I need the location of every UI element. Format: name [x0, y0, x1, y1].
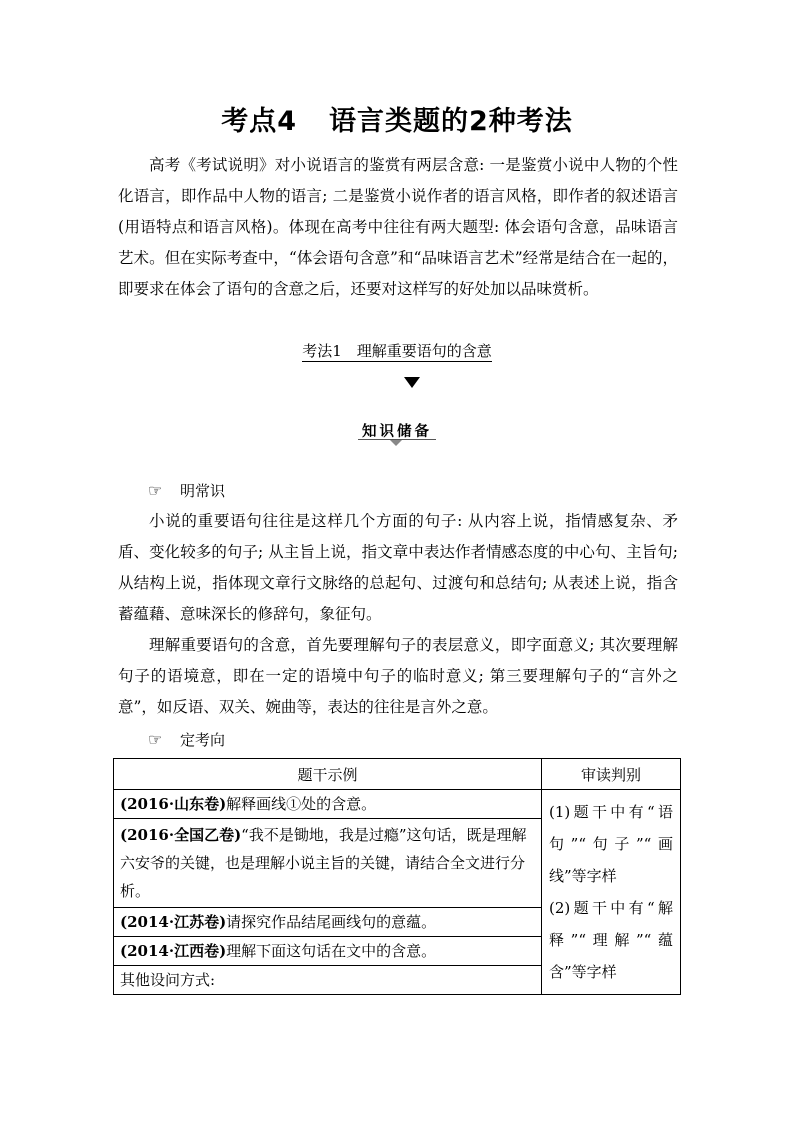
pointing-hand-icon: ☞ — [148, 730, 163, 749]
table-cell-question — [114, 819, 542, 908]
pointing-hand-icon: ☞ — [148, 481, 163, 500]
method-1-heading — [0, 340, 794, 361]
table-cell-question — [114, 937, 542, 966]
table-header-row — [114, 759, 681, 790]
question-text: “我不是锄地，我是过瘾”这句话，既是理解六安爷的关键，也是理解小说主旨的关键，请结合全文进行分析。 — [120, 826, 527, 900]
common-sense-label-row — [148, 480, 225, 501]
heading-notch-icon — [390, 440, 402, 446]
title-part-1: 考点4 — [221, 106, 297, 137]
question-source: (2014·江西卷) — [120, 942, 227, 960]
title-part-2: 语言类题的2种考法 — [329, 106, 573, 137]
down-triangle-icon — [404, 377, 420, 388]
common-sense-paragraph-1: 小说的重要语句往往是这样几个方面的句子: 从内容上说，指情感复杂、矛盾、变化较多的句子; 从主旨上说，指文章中表达作者情感态度的中心句、主旨句; 从结构上说，指体现文章行文脉络的总起句、过渡句和总结句; 从表述上说，指含蓄蕴藉、意味深长的修辞句，象征句。 — [118, 512, 678, 623]
question-text: 理解下面这句话在文中的含意。 — [226, 942, 437, 960]
intro-paragraph: 高考《考试说明》对小说语言的鉴赏有两层含意: 一是鉴赏小说中人物的个性化语言，即作品中人物的语言; 二是鉴赏小说作者的语言风格，即作者的叙述语言(用语特点和语言风格)。体现在高考中往往有两大题型: 体会语句含意，品味语言艺术。但在实际考查中，“体会语句含意”和“品味语言艺术”经常是结合在一起的，即要求在体会了语句的含意之后，还要对这样写的好处加以品味赏析。 — [118, 156, 678, 298]
question-text: 其他设问方式: — [120, 971, 216, 989]
common-sense-label: 明常识 — [180, 482, 226, 500]
question-source: (2016·全国乙卷) — [120, 826, 242, 844]
table-cell-question — [114, 790, 542, 819]
method-1-label: 考法1 理解重要语句的含意 — [302, 342, 492, 360]
page-title — [0, 99, 794, 138]
knowledge-heading: 知识储备 — [362, 424, 432, 440]
exam-direction-table — [113, 758, 681, 995]
question-text: 请探究作品结尾画线句的意蕴。 — [226, 913, 437, 931]
table-header-judgment: 审读判别 — [542, 759, 681, 790]
table-cell-judgment: (1)题干中有“语句”“句子”“画线”等字样 (2)题干中有“解释”“理解”“蕴含”等字样 — [542, 790, 681, 995]
direction-label-row — [148, 729, 225, 750]
question-text: 解释画线①处的含意。 — [226, 795, 377, 813]
table-cell-question — [114, 908, 542, 937]
table-cell-question — [114, 966, 542, 995]
question-source: (2016·山东卷) — [120, 795, 227, 813]
table-header-question: 题干示例 — [114, 759, 542, 790]
direction-label: 定考向 — [180, 731, 226, 749]
question-source: (2014·江苏卷) — [120, 913, 227, 931]
common-sense-paragraph-2: 理解重要语句的含意，首先要理解句子的表层意义，即字面意义; 其次要理解句子的语境意，即在一定的语境中句子的临时意义; 第三要理解句子的“言外之意”，如反语、双关、婉曲等，表达的往往是言外之意。 — [118, 636, 678, 716]
table-row — [114, 790, 681, 819]
